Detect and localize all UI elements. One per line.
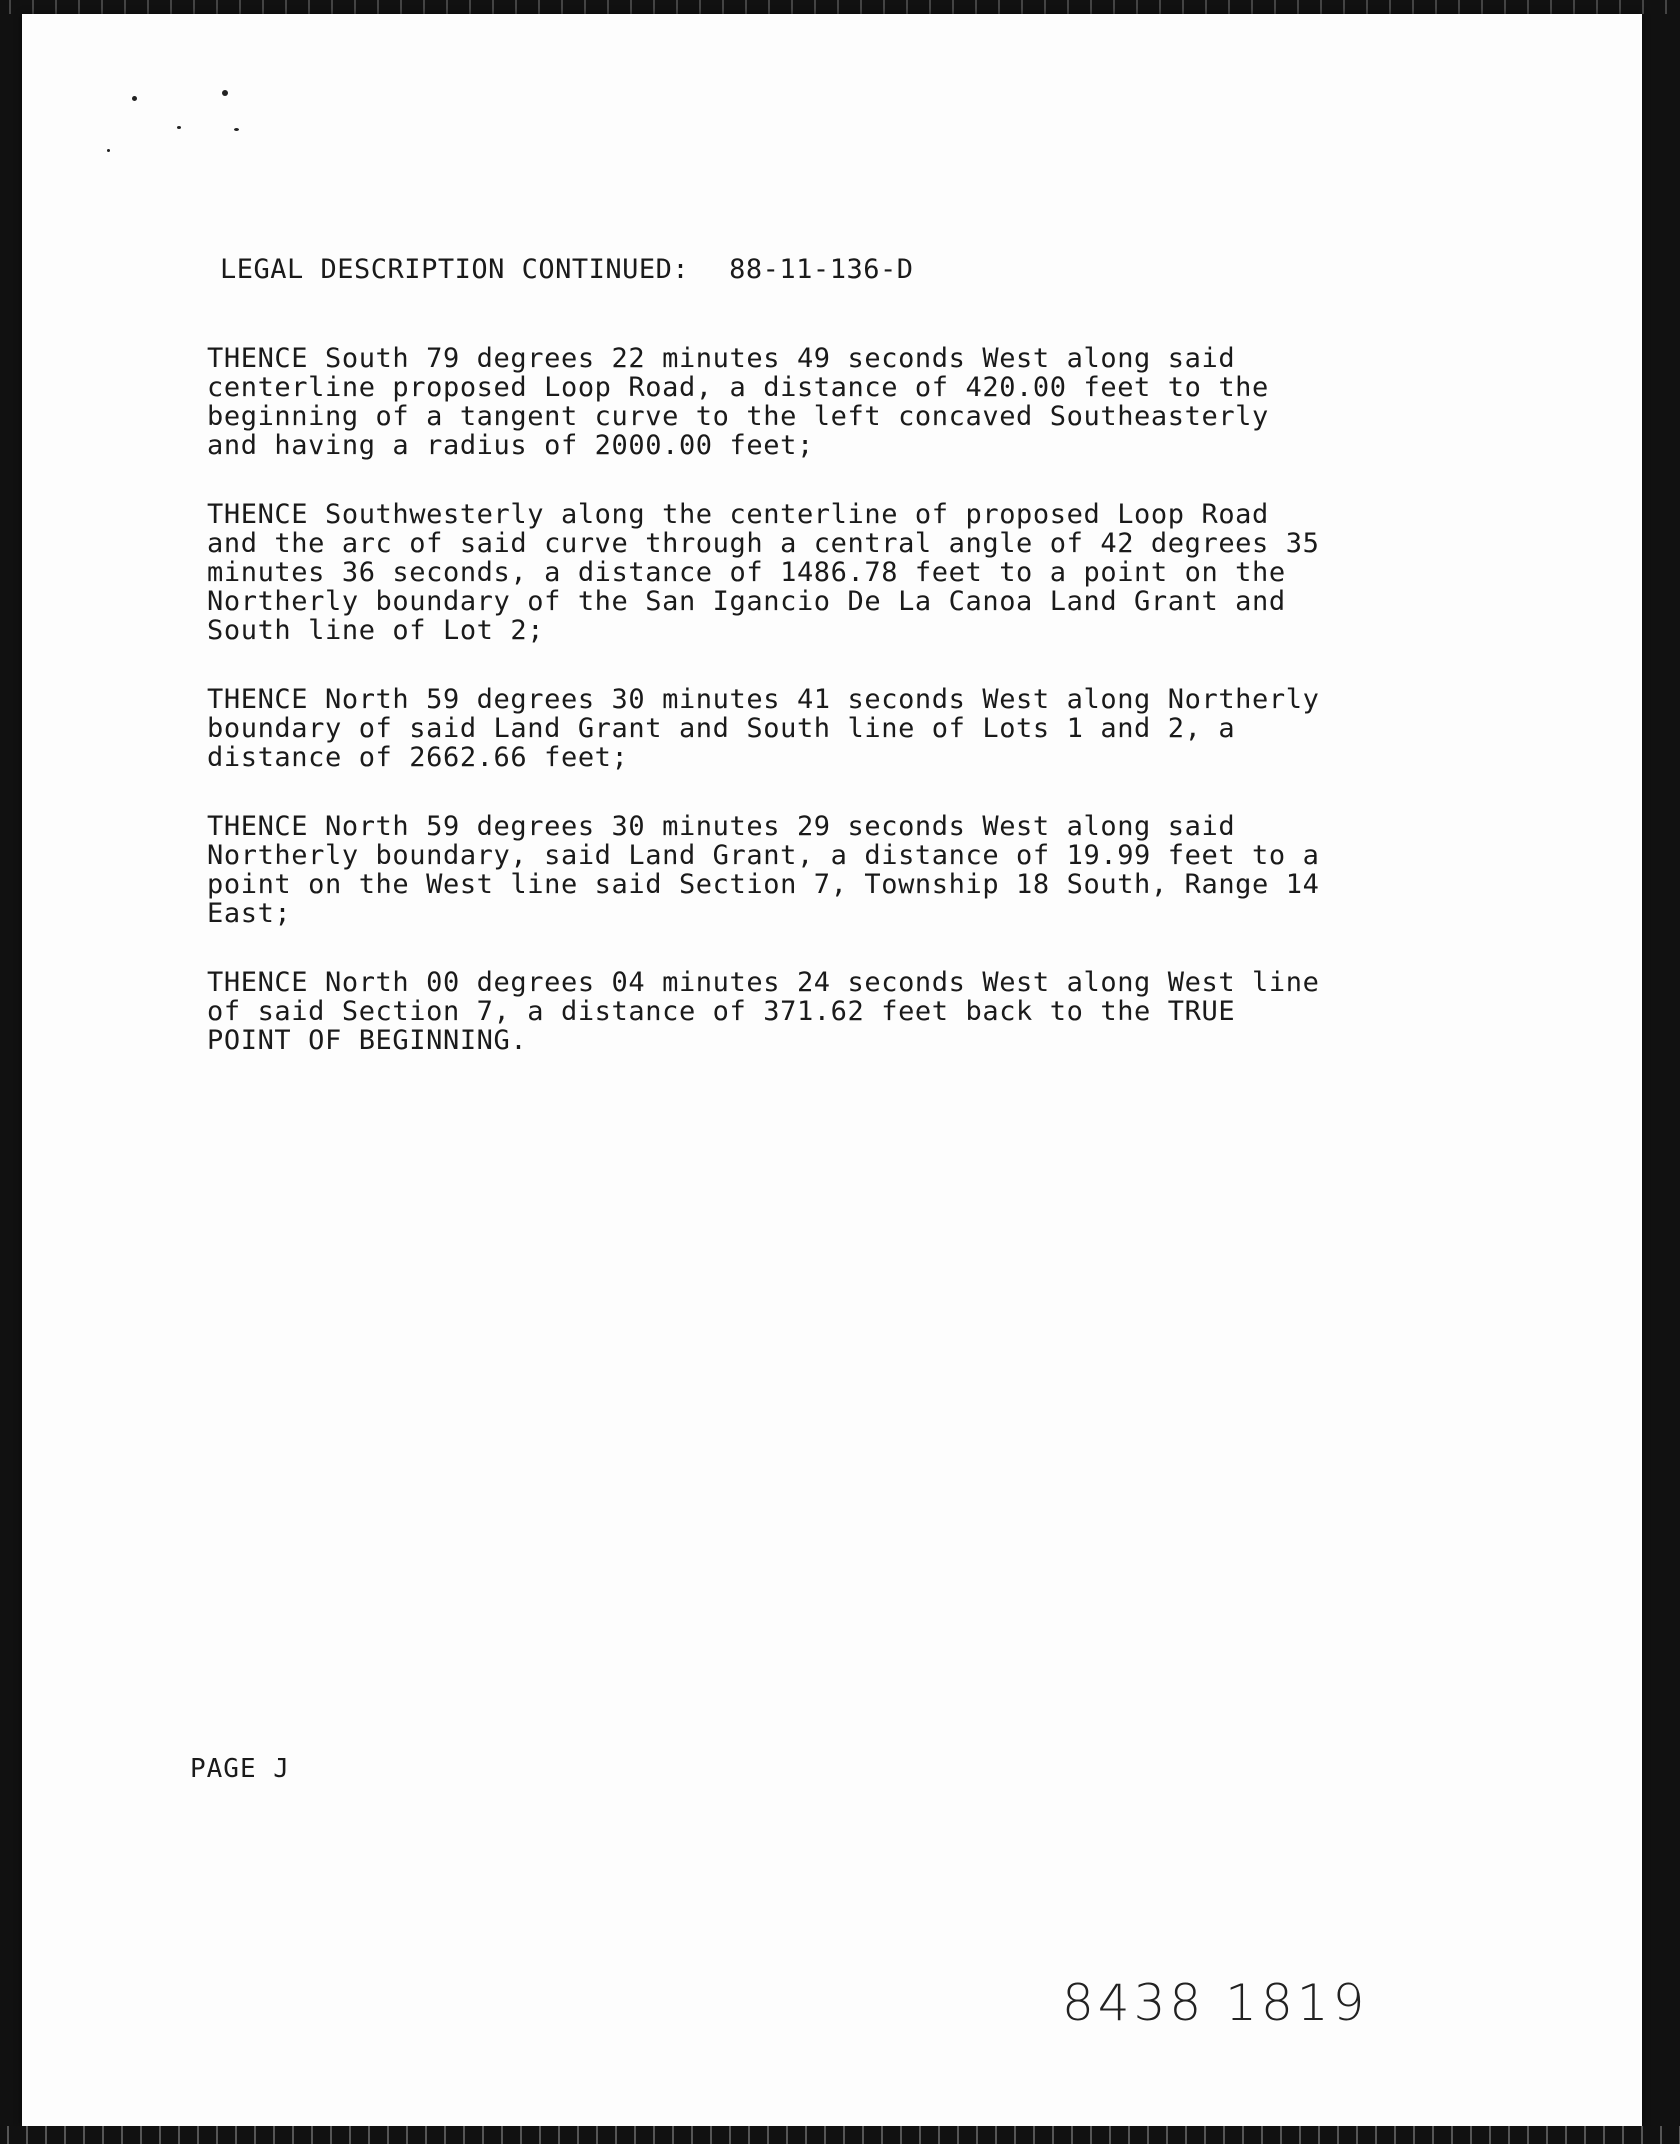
scan-speck [107,149,110,152]
scan-speck [222,90,228,96]
scan-speck [177,126,181,129]
scan-edge-bottom [0,2126,1680,2144]
description-paragraph: THENCE South 79 degrees 22 minutes 49 seconds West along said centerline proposed Loop Road, a distance of 420.00 feet to the beginning of a tangent curve to the left concaved Southeasterly and having a radius of 2000.00 feet; [207,343,1269,461]
document-page [22,14,1642,2126]
legal-description-body [207,344,1527,1095]
description-paragraph: THENCE North 59 degrees 30 minutes 41 seconds West along Northerly boundary of said Land Grant and South line of Lots 1 and 2, a distance of 2662.66 feet; [207,684,1320,773]
description-paragraph: THENCE North 00 degrees 04 minutes 24 seconds West along West line of said Section 7, a distance of 371.62 feet back to the TRUE POINT OF BEGINNING. [207,967,1320,1056]
scan-speck [234,128,239,131]
heading-label: LEGAL DESCRIPTION CONTINUED: [220,254,690,285]
document-number: 8438 1819 [1062,1974,1369,2032]
scan-edge-top [0,0,1680,14]
heading-reference-number: 88-11-136-D [729,254,914,285]
page-label: PAGE J [190,1754,290,1784]
description-paragraph: THENCE North 59 degrees 30 minutes 29 seconds West along said Northerly boundary, said Land Grant, a distance of 19.99 feet to a point on the West line said Section 7, Township 18 South, Range 14 East; [207,811,1320,929]
scan-speck [132,96,137,101]
legal-description-heading [220,254,913,285]
description-paragraph: THENCE Southwesterly along the centerline of proposed Loop Road and the arc of said curve through a central angle of 42 degrees 35 minutes 36 seconds, a distance of 1486.78 feet to a point on the Northerly boundary of the San Igancio De La Canoa Land Grant and South line of Lot 2; [207,499,1320,646]
